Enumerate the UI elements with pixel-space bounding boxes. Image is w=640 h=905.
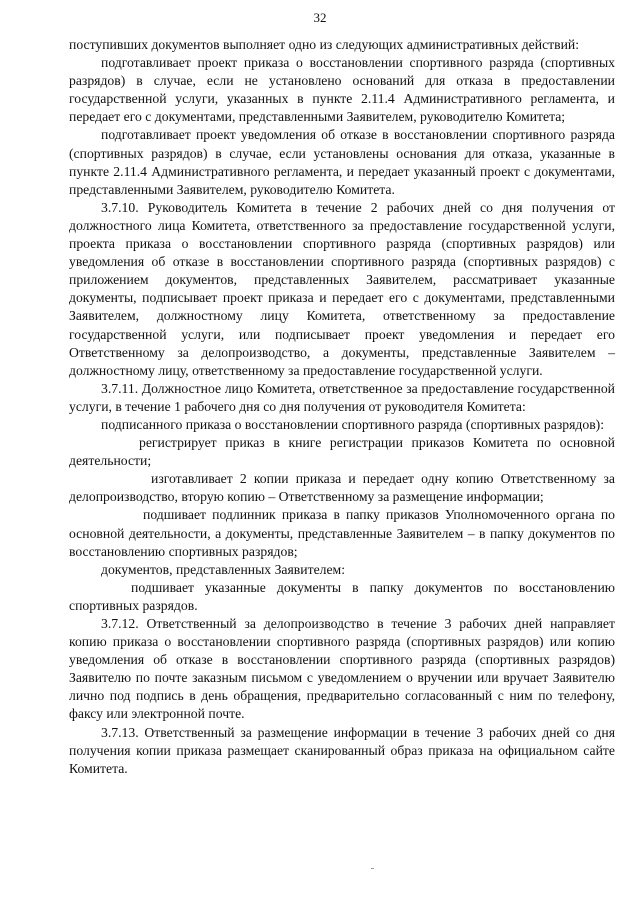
paragraph-make-copies: изготавливает 2 копии приказа и передает одну копию Ответственному за делопроизводство, вторую копию – Ответственному за размещение информации;: [69, 471, 615, 505]
paragraph-register-order: регистрирует приказ в книге регистрации приказов Комитета по основной деятельности;: [69, 435, 615, 469]
paragraph-intro-continuation: поступивших документов выполняет одно из следующих административных действий:: [69, 37, 580, 52]
paragraph-prepare-refusal: подготавливает проект уведомления об отказе в восстановлении спортивного разряда (спортивных разрядов) в случае, если установлены основания для отказа, указанные в пункте 2.11.4 Административного регламента, и передает указанный проект с документами, представленными Заявителем, руководителю Комитета.: [69, 127, 615, 197]
paragraph-3-7-13: 3.7.13. Ответственный за размещение информации в течение 3 рабочих дней со дня получения копии приказа размещает сканированный образ приказа на официальном сайте Комитета.: [69, 724, 615, 776]
paragraph-3-7-10: 3.7.10. Руководитель Комитета в течение 2 рабочих дней со дня получения от должностного лица Комитета, ответственного за предоставление государственной услуги, проекта приказа о восстановлении спортивного разряда (спортивных разрядов) или уведомления об отказе в восстановлении спортивного разряда (спортивных разрядов) с приложением документов, представленных Заявителем, рассматривает указанные документы, подписывает проект приказа и передает его с документами, представленными Заявителем, должностному лицу Комитета, ответственному за предоставление государственной услуги, или подписывает проект уведомления и передает его Ответственному за делопроизводство, а документы, представленные Заявителем – должностному лицу, ответственному за предоставление государственной услуги.: [69, 199, 615, 378]
document-body: [69, 36, 615, 778]
paragraph-3-7-12: 3.7.12. Ответственный за делопроизводство в течение 3 рабочих дней направляет копию приказа о восстановлении спортивного разряда (спортивных разрядов) или копию уведомления об отказе в восстановлении спортивного разряда (спортивных разрядов) Заявителю по почте заказным письмом с уведомлением о вручении или вручает Заявителю лично под подпись в день обращения, предварительно согласованный с ним по телефону, факсу или электронной почте.: [69, 616, 615, 722]
paragraph-applicant-documents: документов, представленных Заявителем:: [101, 561, 346, 577]
paragraph-3-7-11: 3.7.11. Должностное лицо Комитета, ответственное за предоставление государственной услуги, в течение 1 рабочего дня со дня получения от руководителя Комитета:: [69, 380, 615, 414]
paragraph-file-documents: подшивает указанные документы в папку документов по восстановлению спортивных разрядов.: [69, 579, 615, 613]
page-number: 32: [313, 10, 327, 25]
paragraph-file-original: подшивает подлинник приказа в папку приказов Уполномоченного органа по основной деятельности, а документы, представленные Заявителем – в папку документов по восстановлению спортивных разрядов;: [69, 507, 615, 559]
paragraph-prepare-order: подготавливает проект приказа о восстановлении спортивного разряда (спортивных разрядов) в случае, если не установлено оснований для отказа в предоставлении государственной услуги, указанных в пункте 2.11.4 Административного регламента, и передает его с документами, представленными Заявителем, руководителю Комитета;: [69, 55, 615, 125]
paragraph-signed-order: подписанного приказа о восстановлении спортивного разряда (спортивных разрядов):: [101, 416, 605, 432]
scan-artifact: [371, 868, 374, 869]
